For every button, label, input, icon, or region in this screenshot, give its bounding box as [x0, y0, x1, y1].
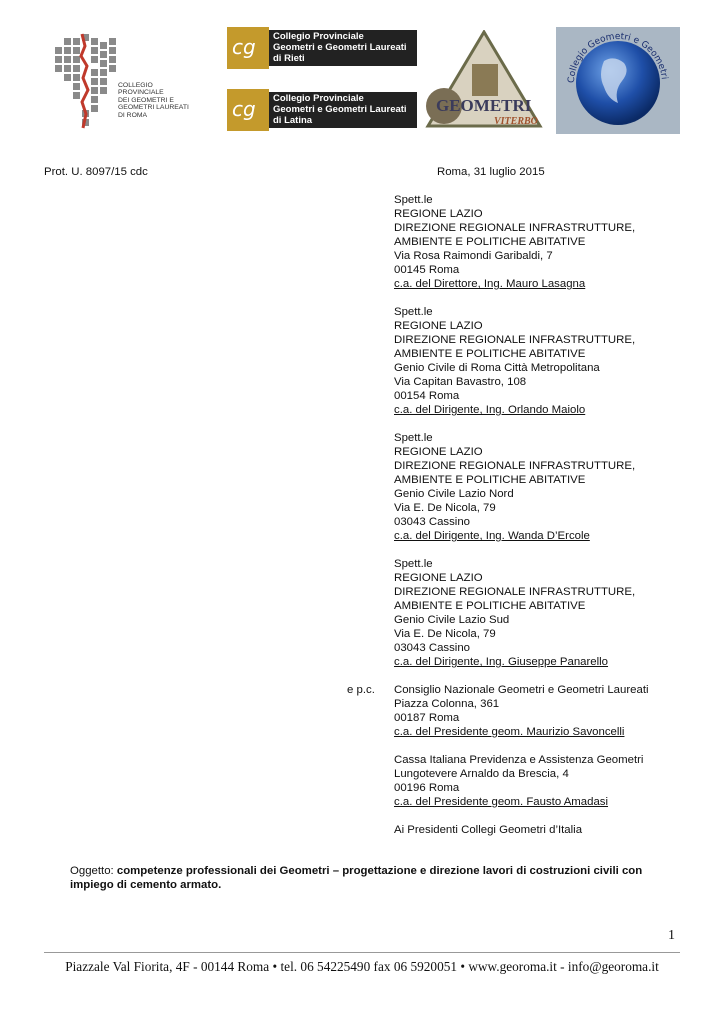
recipient: Spett.le REGIONE LAZIO DIREZIONE REGIONALE INFRASTRUTTURE, AMBIENTE E POLITICHE ABITATIVE Genio Civile Lazio Sud Via E. De Nicola, 79 03043 Cassino c.a. del Dirigente, Ing. Giuseppe Panarello — [394, 557, 649, 669]
recipient: Spett.le REGIONE LAZIO DIREZIONE REGIONALE INFRASTRUTTURE, AMBIENTE E POLITICHE ABITATIVE Via Rosa Raimondi Garibaldi, 7 00145 Roma c.a. del Direttore, Ing. Mauro Lasagna — [394, 193, 649, 291]
collegio-latina-logo — [227, 89, 417, 131]
cc-recipient: Cassa Italiana Previdenza e Assistenza Geometri Lungotevere Arnaldo da Brescia, 4 00196 Roma c.a. del Presidente geom. Fausto Amadasi — [394, 753, 649, 809]
svg-text:cg: cg — [232, 97, 256, 121]
viterbo-logo-subtitle: VITERBO — [494, 116, 538, 127]
geometri-viterbo-logo — [422, 30, 546, 130]
footer-contact: Piazzale Val Fiorita, 4F - 00144 Roma • tel. 06 54225490 fax 06 5920051 • www.georoma.it - info@georoma.it — [65, 959, 659, 974]
collegio-rieti-logo — [227, 27, 417, 69]
recipient-attention: c.a. del Dirigente, Ing. Giuseppe Panarello — [394, 656, 609, 668]
viterbo-logo-title: GEOMETRI — [436, 96, 532, 115]
globe-icon — [556, 27, 680, 134]
cg-mark-icon — [227, 89, 269, 131]
subject-label: Oggetto: — [70, 865, 117, 877]
svg-text:cg: cg — [232, 35, 256, 59]
rieti-logo-text: Collegio Provinciale Geometri e Geometri Laureati di Rieti — [269, 30, 417, 66]
collegio-frosinone-logo — [556, 27, 680, 134]
collegio-roma-logo — [52, 32, 190, 132]
cg-mark-icon — [227, 27, 269, 69]
cc-recipient: Consiglio Nazionale Geometri e Geometri Laureati Piazza Colonna, 361 00187 Roma c.a. del Presidente geom. Maurizio Savoncelli — [394, 684, 649, 738]
letter-date: Roma, 31 luglio 2015 — [437, 166, 545, 178]
recipients-block — [394, 193, 649, 837]
recipient-attention: c.a. del Dirigente, Ing. Orlando Maiolo — [394, 404, 586, 416]
recipient: Spett.le REGIONE LAZIO DIREZIONE REGIONALE INFRASTRUTTURE, AMBIENTE E POLITICHE ABITATIVE Genio Civile di Roma Città Metropolitana Via Capitan Bavastro, 108 00154 Roma c.a. del Dirigente, Ing. Orlando Maiolo — [394, 305, 649, 417]
subject — [70, 864, 650, 892]
roma-logo-text: COLLEGIO PROVINCIALE DEI GEOMETRI E GEOMETRI LAUREATI DI ROMA — [118, 82, 189, 119]
cc-final: Ai Presidenti Collegi Geometri d’Italia — [394, 824, 583, 836]
cc-label: e p.c. — [347, 684, 375, 696]
page-number: 1 — [668, 928, 675, 943]
recipient: Spett.le REGIONE LAZIO DIREZIONE REGIONALE INFRASTRUTTURE, AMBIENTE E POLITICHE ABITATIVE Genio Civile Lazio Nord Via E. De Nicola, 79 03043 Cassino c.a. del Dirigente, Ing. Wanda D’Ercole — [394, 431, 649, 543]
subject-text: competenze professionali dei Geometri – progettazione e direzione lavori di costruzioni civili con impiego di cemento armato. — [70, 865, 643, 891]
recipient-attention: c.a. del Dirigente, Ing. Wanda D’Ercole — [394, 530, 590, 542]
recipient-attention: c.a. del Direttore, Ing. Mauro Lasagna — [394, 278, 586, 290]
recipient-attention: c.a. del Presidente geom. Maurizio Savoncelli — [394, 726, 625, 738]
recipient-attention: c.a. del Presidente geom. Fausto Amadasi — [394, 796, 609, 808]
protocol-number: Prot. U. 8097/15 cdc — [44, 166, 148, 178]
footer-divider — [44, 952, 680, 953]
latina-logo-text: Collegio Provinciale Geometri e Geometri Laureati di Latina — [269, 92, 417, 128]
svg-text:Collegio Geometri e Geometri L: Collegio Geometri e Geometri — [566, 31, 669, 84]
